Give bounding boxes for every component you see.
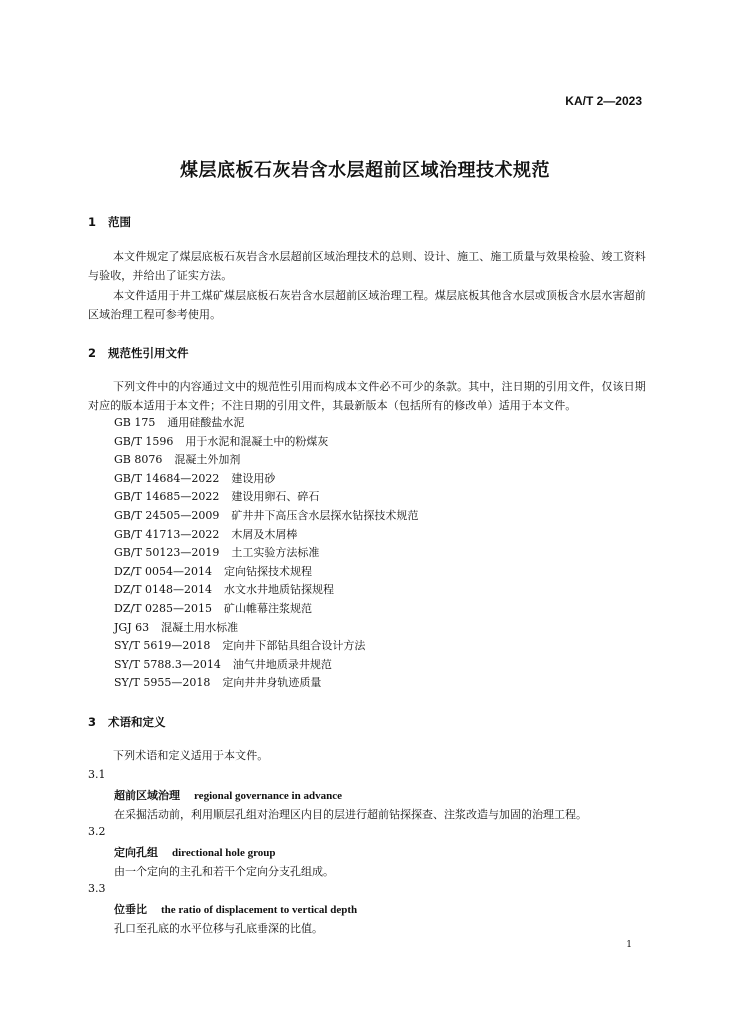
term-en: regional governance in advance — [194, 790, 342, 802]
reference-item — [114, 433, 418, 452]
reference-item — [114, 581, 418, 600]
reference-code: DZ/T 0148—2014 — [114, 583, 212, 597]
term-zh: 超前区域治理 — [114, 789, 180, 802]
reference-item — [114, 600, 418, 619]
term-definition: 孔口至孔底的水平位移与孔底垂深的比值。 — [114, 922, 323, 935]
section-number: 2 — [88, 346, 97, 360]
reference-code: GB/T 50123—2019 — [114, 546, 220, 560]
term-definition: 由一个定向的主孔和若干个定向分支孔组成。 — [114, 865, 334, 878]
term-heading — [114, 844, 276, 860]
reference-code: DZ/T 0054—2014 — [114, 564, 212, 578]
reference-list — [114, 414, 418, 693]
reference-name: 混凝土外加剂 — [174, 453, 241, 467]
reference-name: 通用硅酸盐水泥 — [167, 416, 245, 429]
reference-name: 矿井井下高压含水层探水钻探技术规范 — [231, 508, 419, 522]
reference-code: DZ/T 0285—2015 — [114, 601, 212, 615]
reference-item — [114, 507, 418, 526]
reference-name: 混凝土用水标准 — [161, 620, 239, 634]
term-heading — [114, 787, 342, 803]
term-zh: 位垂比 — [114, 903, 147, 916]
reference-code: SY/T 5619—2018 — [114, 639, 211, 653]
reference-code: GB/T 1596 — [114, 434, 174, 448]
term-en: directional hole group — [172, 847, 276, 859]
reference-code: SY/T 5788.3—2014 — [114, 657, 221, 671]
reference-code: GB/T 14684—2022 — [114, 471, 220, 485]
reference-code: GB/T 14685—2022 — [114, 490, 220, 504]
standard-number: KA/T 2—2023 — [565, 94, 642, 108]
reference-code: GB/T 41713—2022 — [114, 527, 220, 541]
paragraph: 本文件适用于井工煤矿煤层底板石灰岩含水层超前区域治理工程。煤层底板其他含水层或顶板含水层水害超前区域治理工程可参考使用。 — [88, 289, 646, 321]
reference-item — [114, 619, 418, 638]
reference-name: 矿山帷幕注浆规范 — [224, 601, 312, 615]
term-number: 3.2 — [88, 825, 106, 838]
reference-name: 水文水井地质钻探规程 — [224, 583, 334, 597]
reference-code: GB 8076 — [114, 453, 163, 467]
paragraph: 下列术语和定义适用于本文件。 — [113, 749, 269, 762]
reference-name: 油气井地质录井规范 — [232, 657, 332, 671]
reference-code: JGJ 63 — [114, 620, 150, 634]
page-number: 1 — [626, 940, 632, 950]
section-number: 1 — [88, 215, 97, 229]
reference-item — [114, 637, 418, 656]
reference-item — [114, 674, 418, 693]
section-title: 术语和定义 — [108, 715, 166, 729]
reference-item — [114, 656, 418, 675]
term-definition: 在采掘活动前，利用顺层孔组对治理区内目的层进行超前钻探探查、注浆改造与加固的治理工程。 — [114, 808, 587, 821]
reference-name: 土工实验方法标准 — [231, 546, 320, 560]
section-number: 3 — [88, 715, 97, 729]
reference-code: SY/T 5955—2018 — [114, 676, 211, 690]
section-heading-2 — [88, 345, 189, 361]
reference-item — [114, 544, 418, 563]
reference-item — [114, 451, 418, 470]
reference-name: 建设用卵石、碎石 — [231, 490, 320, 504]
term-heading — [114, 901, 357, 917]
term-en: the ratio of displacement to vertical depth — [161, 904, 358, 916]
section-heading-3 — [88, 714, 166, 730]
reference-item — [114, 414, 418, 433]
term-number: 3.3 — [88, 882, 106, 895]
reference-name: 建设用砂 — [231, 471, 276, 485]
term-number: 3.1 — [88, 768, 106, 781]
paragraph: 下列文件中的内容通过文中的规范性引用而构成本文件必不可少的条款。其中，注日期的引用文件，仅该日期对应的版本适用于本文件；不注日期的引用文件，其最新版本（包括所有的修改单）适用于本文件。 — [88, 380, 646, 412]
section-title: 规范性引用文件 — [108, 346, 189, 360]
reference-name: 木屑及木屑棒 — [231, 527, 298, 541]
reference-code: GB 175 — [114, 416, 156, 429]
section-heading-1 — [88, 214, 131, 230]
reference-item — [114, 526, 418, 545]
reference-code: GB/T 24505—2009 — [114, 508, 220, 522]
term-zh: 定向孔组 — [114, 846, 158, 859]
reference-item — [114, 488, 418, 507]
section-title: 范围 — [108, 215, 131, 229]
reference-name: 定向井下部钻具组合设计方法 — [222, 639, 366, 653]
reference-name: 用于水泥和混凝土中的粉煤灰 — [185, 434, 329, 448]
reference-item — [114, 563, 418, 582]
paragraph: 本文件规定了煤层底板石灰岩含水层超前区域治理技术的总则、设计、施工、施工质量与效果检验、竣工资料与验收，并给出了证实方法。 — [88, 250, 646, 282]
reference-item — [114, 470, 418, 489]
reference-name: 定向钻探技术规程 — [224, 564, 312, 578]
reference-name: 定向井井身轨迹质量 — [222, 676, 322, 690]
document-title: 煤层底板石灰岩含水层超前区域治理技术规范 — [180, 160, 550, 181]
